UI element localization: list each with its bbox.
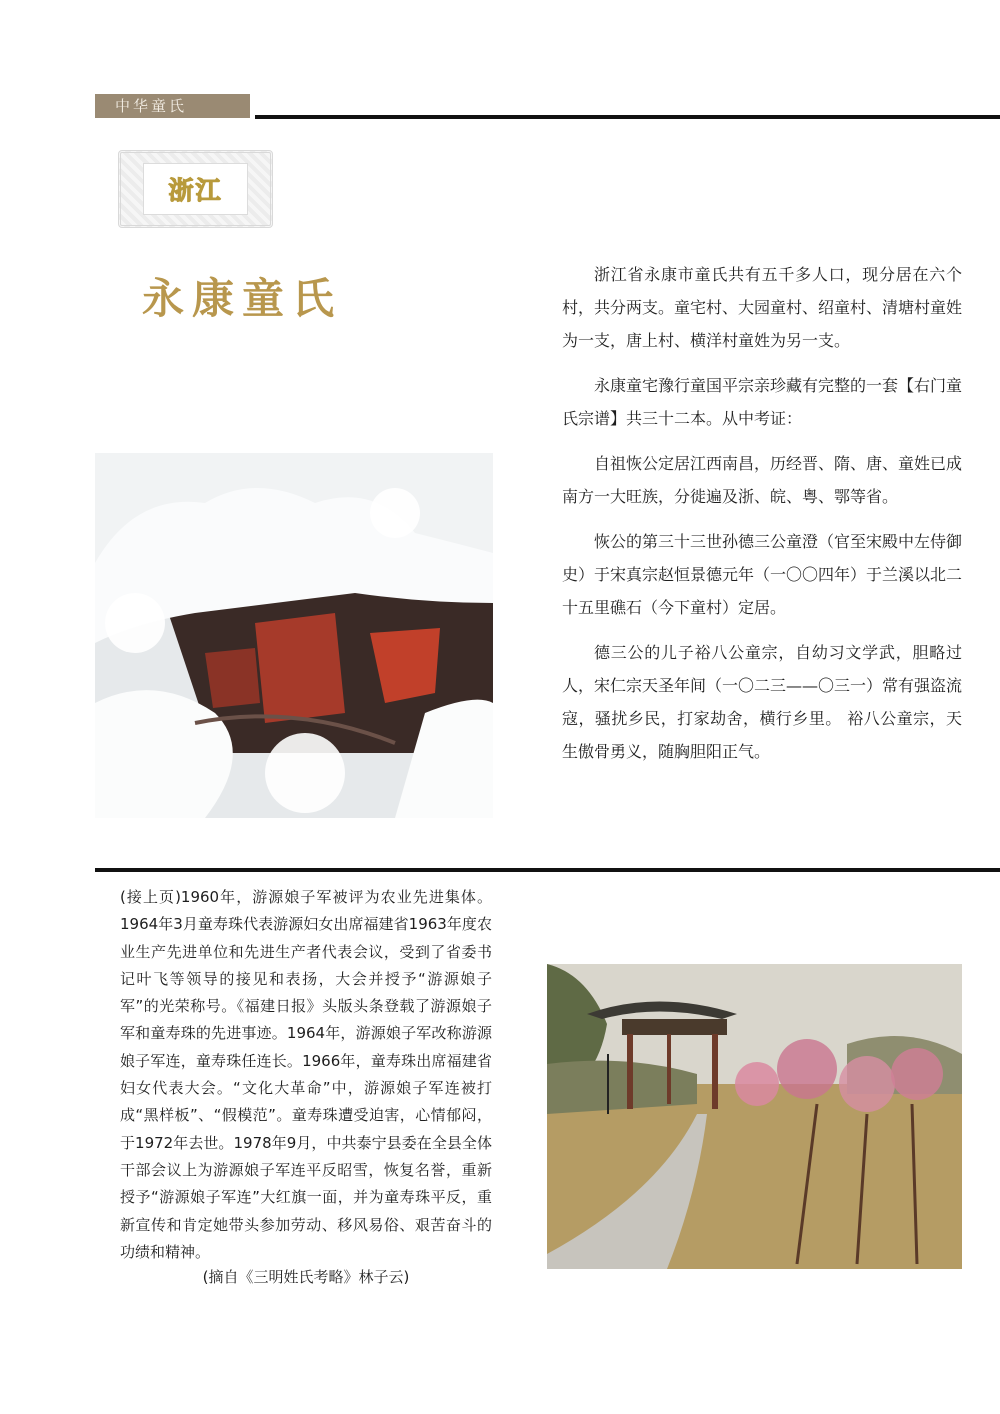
section-rule [95, 868, 1000, 872]
header-section-label: 中华童氏 [115, 97, 188, 115]
region-badge [118, 150, 273, 228]
header-section-tab [95, 94, 250, 118]
article-paragraph: 恢公的第三十三世孙德三公童澄（官至宋殿中左侍御史）于宋真宗赵恒景德元年（一〇〇四年）于兰溪以北二十五里礁石（今下童村）定居。 [562, 532, 963, 617]
snow-cliff-photo [95, 453, 493, 818]
citation: (摘自《三明姓氏考略》林子云) [202, 1268, 410, 1286]
article-paragraph: 永康童宅豫行童国平宗亲珍藏有完整的一套【右门童氏宗谱】共三十二本。从中考证： [562, 376, 963, 428]
pavilion-garden-photo [547, 964, 962, 1269]
article-paragraph: 浙江省永康市童氏共有五千多人口，现分居在六个村，共分两支。童宅村、大园童村、绍童村、清塘村童姓为一支，唐上村、横洋村童姓为另一支。 [562, 265, 963, 350]
region-label: 浙江 [168, 176, 223, 205]
article-body [562, 258, 962, 780]
article-paragraph: 自祖恢公定居江西南昌，历经晋、隋、唐、童姓已成南方一大旺族，分徙遍及浙、皖、粤、鄂等省。 [562, 454, 963, 506]
article-title: 永康童氏 [142, 274, 343, 323]
header-rule [255, 115, 1000, 119]
continued-article [120, 884, 492, 1266]
snow-cliff-illustration [95, 453, 493, 818]
continued-paragraph: (接上页)1960年，游源娘子军被评为农业先进集体。1964年3月童寿珠代表游源妇女出席福建省1963年度农业生产先进单位和先进生产者代表会议，受到了省委书记叶飞等领导的接见和表扬，大会并授予“游源娘子军”的光荣称号。《福建日报》头版头条登载了游源娘子军和童寿珠的先进事迹。1964年，游源娘子军改称游源娘子军连，童寿珠任连长。1966年，童寿珠出席福建省妇女代表大会。“文化大革命”中，游源娘子军连被打成“黑样板”、“假模范”。童寿珠遭受迫害，心情郁闷，于1972年去世。1978年9月，中共泰宁县委在全县全体干部会议上为游源娘子军连平反昭雪，恢复名誉，重新授予“游源娘子军连”大红旗一面，并为童寿珠平反，重新宣传和肯定她带头参加劳动、移风易俗、艰苦奋斗的功绩和精神。 [120, 888, 492, 1261]
region-badge-inner [143, 163, 248, 215]
pavilion-garden-illustration [547, 964, 962, 1269]
article-paragraph: 德三公的儿子裕八公童宗，自幼习文学武，胆略过人，宋仁宗天圣年间（一〇二三——〇三一）常有强盗流寇，骚扰乡民，打家劫舍，横行乡里。 裕八公童宗，天生傲骨勇义，随胸胆阳正气。 [562, 643, 963, 761]
